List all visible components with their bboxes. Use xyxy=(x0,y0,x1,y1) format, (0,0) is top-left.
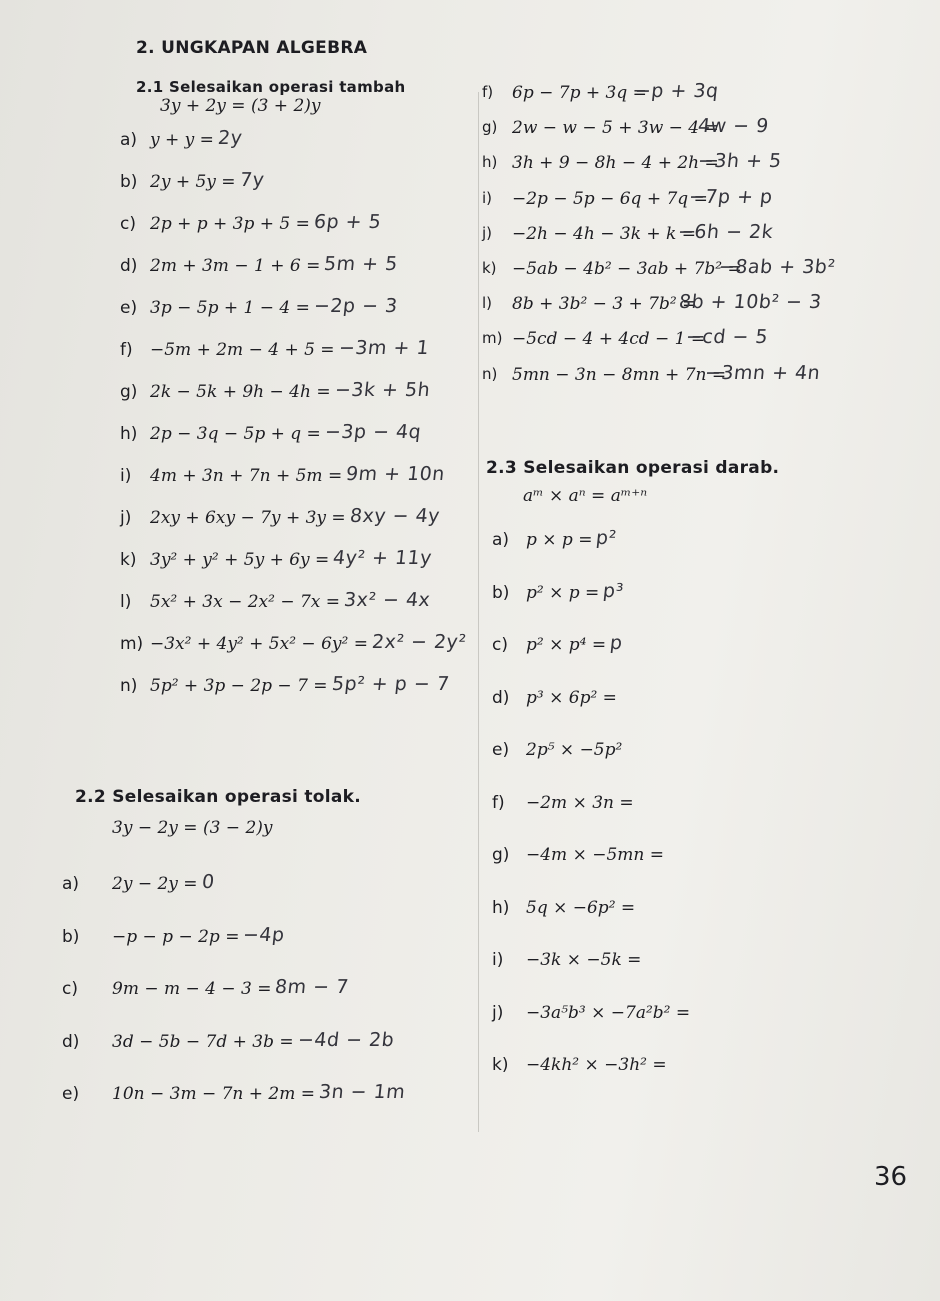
item-label: h) xyxy=(492,897,510,918)
item-expression: −3a⁵b³ × −7a²b² = xyxy=(526,1002,691,1023)
item-label: l) xyxy=(120,592,132,612)
handwritten-answer: −3mn + 4n xyxy=(703,361,822,384)
item-label: b) xyxy=(120,172,138,192)
item-expression: −5cd − 4 + 4cd − 1 = xyxy=(512,329,706,350)
handwritten-answer: −7p + p xyxy=(687,185,774,208)
item-label: m) xyxy=(120,634,144,654)
item-expression: 8b + 3b² − 3 + 7b² = xyxy=(512,294,697,315)
item-label: m) xyxy=(482,329,503,348)
item-expression: 2k − 5k + 9h − 4h = xyxy=(150,382,331,402)
item-expression: y + y = xyxy=(150,130,214,150)
item-label: b) xyxy=(62,926,80,947)
item-label: j) xyxy=(482,223,493,242)
handwritten-answer: 3x² − 4x xyxy=(342,589,432,611)
handwritten-answer: 4y² + 11y xyxy=(332,547,434,569)
item-expression: 3d − 5b − 7d + 3b = xyxy=(112,1031,294,1052)
section-2-2-example: 3y − 2y = (3 − 2)y xyxy=(112,818,273,838)
item-expression: −5ab − 4b² − 3ab + 7b² = xyxy=(512,259,742,279)
item-expression: 2w − w − 5 + 3w − 4 = xyxy=(512,118,719,139)
chapter-title: 2. UNGKAPAN ALGEBRA xyxy=(136,38,368,58)
section-2-1-example: 3y + 2y = (3 + 2)y xyxy=(160,96,321,116)
item-expression: −4m × −5mn = xyxy=(526,845,665,865)
item-expression: 2y + 5y = xyxy=(150,172,236,192)
item-expression: 5mn − 3n − 8mn + 7n = xyxy=(512,364,727,385)
item-label: d) xyxy=(62,1031,80,1052)
item-label: k) xyxy=(492,1055,509,1075)
item-label: b) xyxy=(492,582,510,603)
column-divider xyxy=(478,92,479,1132)
item-label: j) xyxy=(492,1002,504,1023)
item-expression: −4kh² × −3h² = xyxy=(526,1055,667,1075)
item-expression: p² × p = xyxy=(526,582,600,603)
handwritten-answer: 4w − 9 xyxy=(697,115,771,138)
item-label: g) xyxy=(120,382,138,402)
item-label: k) xyxy=(482,259,497,277)
item-label: c) xyxy=(492,635,508,655)
item-label: d) xyxy=(120,256,138,276)
item-label: n) xyxy=(120,676,138,696)
item-label: a) xyxy=(62,874,80,894)
item-label: f) xyxy=(492,792,505,813)
handwritten-answer: −3m + 1 xyxy=(337,337,430,359)
item-expression: 2p⁵ × −5p² xyxy=(526,740,623,760)
handwritten-answer: −3h + 5 xyxy=(697,150,784,173)
item-expression: 2y − 2y = xyxy=(112,874,198,894)
item-expression: 2p + p + 3p + 5 = xyxy=(150,214,310,234)
item-label: h) xyxy=(482,153,498,172)
item-expression: −2h − 4h − 3k + k = xyxy=(512,223,696,244)
item-label: e) xyxy=(120,298,138,318)
handwritten-answer: −3p − 4q xyxy=(323,421,423,443)
handwritten-answer: 2x² − 2y² xyxy=(370,631,468,653)
item-label: i) xyxy=(120,466,132,486)
item-label: e) xyxy=(492,740,510,760)
item-label: e) xyxy=(62,1084,80,1104)
handwritten-answer: 3n − 1m xyxy=(317,1081,407,1103)
item-expression: −2p − 5p − 6q + 7q = xyxy=(512,188,708,209)
handwritten-answer: 5p² + p − 7 xyxy=(330,673,451,695)
item-expression: 5p² + 3p − 2p − 7 = xyxy=(150,676,328,696)
handwritten-answer: −p + 3q xyxy=(633,80,720,102)
handwritten-answer: 8b + 10b² − 3 xyxy=(677,291,823,314)
section-2-3-title: 2.3 Selesaikan operasi darab. xyxy=(486,458,780,478)
item-label: f) xyxy=(120,340,133,360)
item-label: j) xyxy=(120,508,132,528)
item-expression: p² × p⁴ = xyxy=(526,635,607,655)
handwritten-answer: −cd − 5 xyxy=(685,326,770,349)
handwritten-answer: p³ xyxy=(602,579,626,602)
item-expression: −5m + 2m − 4 + 5 = xyxy=(150,340,335,360)
item-expression: 5x² + 3x − 2x² − 7x = xyxy=(150,592,341,612)
item-label: a) xyxy=(120,130,138,150)
handwritten-answer: −2p − 3 xyxy=(312,295,399,317)
handwritten-answer: p xyxy=(608,632,624,654)
handwritten-answer: 8xy − 4y xyxy=(348,505,441,527)
handwritten-answer: −6h − 2k xyxy=(677,220,775,243)
item-expression: −3k × −5k = xyxy=(526,950,642,970)
item-label: n) xyxy=(482,364,498,383)
item-expression: −3x² + 4y² + 5x² − 6y² = xyxy=(150,634,368,654)
page-number: 36 xyxy=(874,1162,908,1192)
item-label: g) xyxy=(482,118,498,137)
item-expression: 2m + 3m − 1 + 6 = xyxy=(150,256,321,276)
item-expression: 3h + 9 − 8h − 4 + 2h = xyxy=(512,153,719,174)
handwritten-answer: 8m − 7 xyxy=(274,976,351,998)
item-expression: 4m + 3n + 7n + 5m = xyxy=(150,466,343,486)
item-expression: −2m × 3n = xyxy=(526,792,634,813)
section-2-1-title: 2.1 Selesaikan operasi tambah xyxy=(136,78,406,96)
item-label: c) xyxy=(120,214,136,234)
item-label: k) xyxy=(120,550,137,570)
item-label: f) xyxy=(482,83,494,101)
item-expression: 5q × −6p² = xyxy=(526,897,636,918)
handwritten-answer: 7y xyxy=(238,169,266,191)
section-2-3-rule: aᵐ × aⁿ = aᵐ⁺ⁿ xyxy=(523,486,648,506)
item-expression: 2p − 3q − 5p + q = xyxy=(150,424,321,444)
item-label: h) xyxy=(120,424,138,444)
handwritten-answer: 6p + 5 xyxy=(312,211,383,233)
item-expression: 3y² + y² + 5y + 6y = xyxy=(150,550,330,570)
item-expression: −p − p − 2p = xyxy=(112,926,240,947)
item-expression: p × p = xyxy=(526,530,593,550)
item-expression: p³ × 6p² = xyxy=(526,687,617,708)
handwritten-answer: −3k + 5h xyxy=(333,379,431,401)
item-label: c) xyxy=(62,979,78,999)
section-2-2-title: 2.2 Selesaikan operasi tolak. xyxy=(75,787,362,807)
item-expression: 6p − 7p + 3q = xyxy=(512,83,647,103)
item-label: g) xyxy=(492,845,510,865)
handwritten-answer: 2y xyxy=(216,127,244,149)
handwritten-answer: 0 xyxy=(200,871,216,893)
item-expression: 2xy + 6xy − 7y + 3y = xyxy=(150,508,346,528)
handwritten-answer: p² xyxy=(595,527,619,549)
item-label: i) xyxy=(482,188,493,207)
item-expression: 3p − 5p + 1 − 4 = xyxy=(150,298,310,318)
item-label: l) xyxy=(482,294,493,313)
item-label: a) xyxy=(492,530,510,550)
item-expression: 10n − 3m − 7n + 2m = xyxy=(112,1084,316,1104)
item-expression: 9m − m − 4 − 3 = xyxy=(112,979,272,999)
handwritten-answer: −4p xyxy=(242,923,287,946)
item-label: d) xyxy=(492,687,510,708)
handwritten-answer: −4d − 2b xyxy=(296,1028,395,1051)
handwritten-answer: −8ab + 3b² xyxy=(717,256,837,278)
item-label: i) xyxy=(492,950,504,970)
handwritten-answer: 9m + 10n xyxy=(345,463,447,485)
handwritten-answer: 5m + 5 xyxy=(323,253,400,275)
